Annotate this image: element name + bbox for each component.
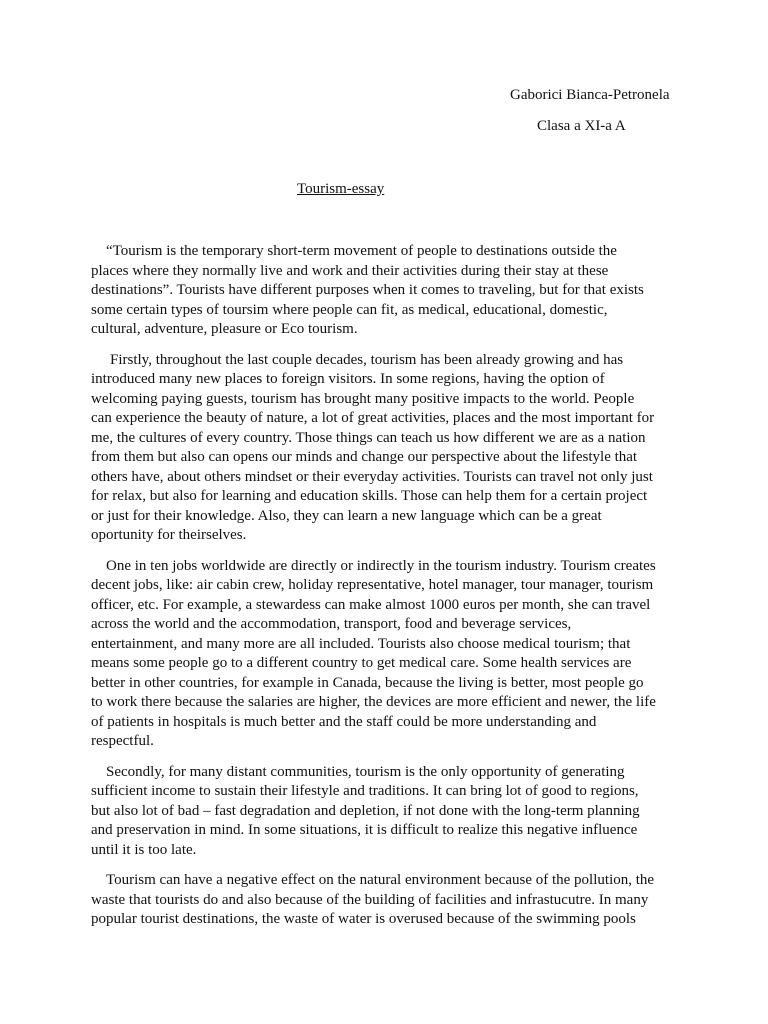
text-line: means some people go to a different country to get medical care. Some health services are [91, 655, 632, 671]
text-line: better in other countries, for example in Canada, because the living is better, most people go [91, 674, 644, 691]
text-line: destinations”. Tourists have different purposes when it comes to traveling, but for that exists [91, 282, 644, 298]
text-line: from them but also can opens our minds and change our perspective about the lifestyle that [91, 449, 638, 465]
text-line: popular tourist destinations, the waste of water is overused because of the swimming pools [91, 911, 636, 927]
text-line: across the world and the accommodation, transport, food and beverage services, [91, 616, 572, 632]
text-line: officer, etc. For example, a stewardess can make almost 1000 euros per month, she can travel [91, 596, 651, 613]
text-line: places where they normally live and work and their activities during their stay at these [91, 262, 609, 279]
text-line: Firstly, throughout the last couple decades, tourism has been already growing and has [110, 351, 624, 368]
text-line: sufficient income to sustain their lifestyle and traditions. It can bring lot of good to regions, [91, 783, 639, 799]
text-line: me, the cultures of every country. Those things can teach us how different we are as a nation [91, 429, 646, 446]
text-line: One in ten jobs worldwide are directly or indirectly in the tourism industry. Tourism creates [106, 557, 656, 574]
text-line: Secondly, for many distant communities, tourism is the only opportunity of generating [106, 763, 625, 780]
text-line: of patients in hospitals is much better and the staff could be more understanding and [91, 713, 597, 730]
text-line: “Tourism is the temporary short-term movement of people to destinations outside the [106, 243, 617, 259]
text-line: to work there because the salaries are higher, the devices are more efficient and newer, the life [91, 694, 656, 710]
text-line: some certain types of toursim where people can fit, as medical, educational, domestic, [91, 301, 608, 318]
text-line: for relax, but also for learning and education skills. Those can help them for a certain project [91, 488, 648, 504]
text-line: or just for their knowledge. Also, they can learn a new language which can be a great [91, 507, 602, 524]
essay-body [91, 242, 681, 941]
paragraph-3 [91, 557, 681, 752]
text-line: introduced many new places to foreign visitors. In some regions, having the option of [91, 371, 605, 387]
text-line: entertainment, and many more are all included. Tourists also choose medical tourism; that [91, 635, 631, 652]
paragraph-4 [91, 763, 681, 861]
paragraph-2 [91, 351, 681, 546]
text-line: oportunity for theirselves. [91, 527, 247, 543]
text-line: but also lot of bad – fast degradation and depletion, if not done with the long-term planning [91, 802, 640, 819]
document-title: Tourism-essay [297, 181, 385, 197]
text-line: waste that tourists do and also because of the building of facilities and infrastucutre. In many [91, 891, 649, 908]
text-line: and preservation in mind. In some situations, it is difficult to realize this negative influence [91, 822, 638, 838]
text-line: cultural, adventure, pleasure or Eco tourism. [91, 321, 358, 337]
class-name: Clasa a XI-a A [537, 118, 626, 134]
author-name: Gaborici Bianca-Petronela [510, 87, 670, 103]
text-line: Tourism can have a negative effect on the natural environment because of the pollution, the [106, 872, 655, 888]
paragraph-5 [91, 871, 681, 930]
text-line: can experience the beauty of nature, a lot of great activities, places and the most important for [91, 410, 655, 426]
text-line: others have, about others mindset or their everyday activities. Tourists can travel not only just [91, 468, 653, 485]
paragraph-1 [91, 242, 681, 340]
text-line: respectful. [91, 733, 154, 749]
text-line: welcoming paying guests, tourism has brought many positive impacts to the world. People [91, 390, 635, 407]
text-line: until it is too late. [91, 841, 197, 858]
text-line: decent jobs, like: air cabin crew, holiday representative, hotel manager, tour manager, tourism [91, 577, 654, 593]
